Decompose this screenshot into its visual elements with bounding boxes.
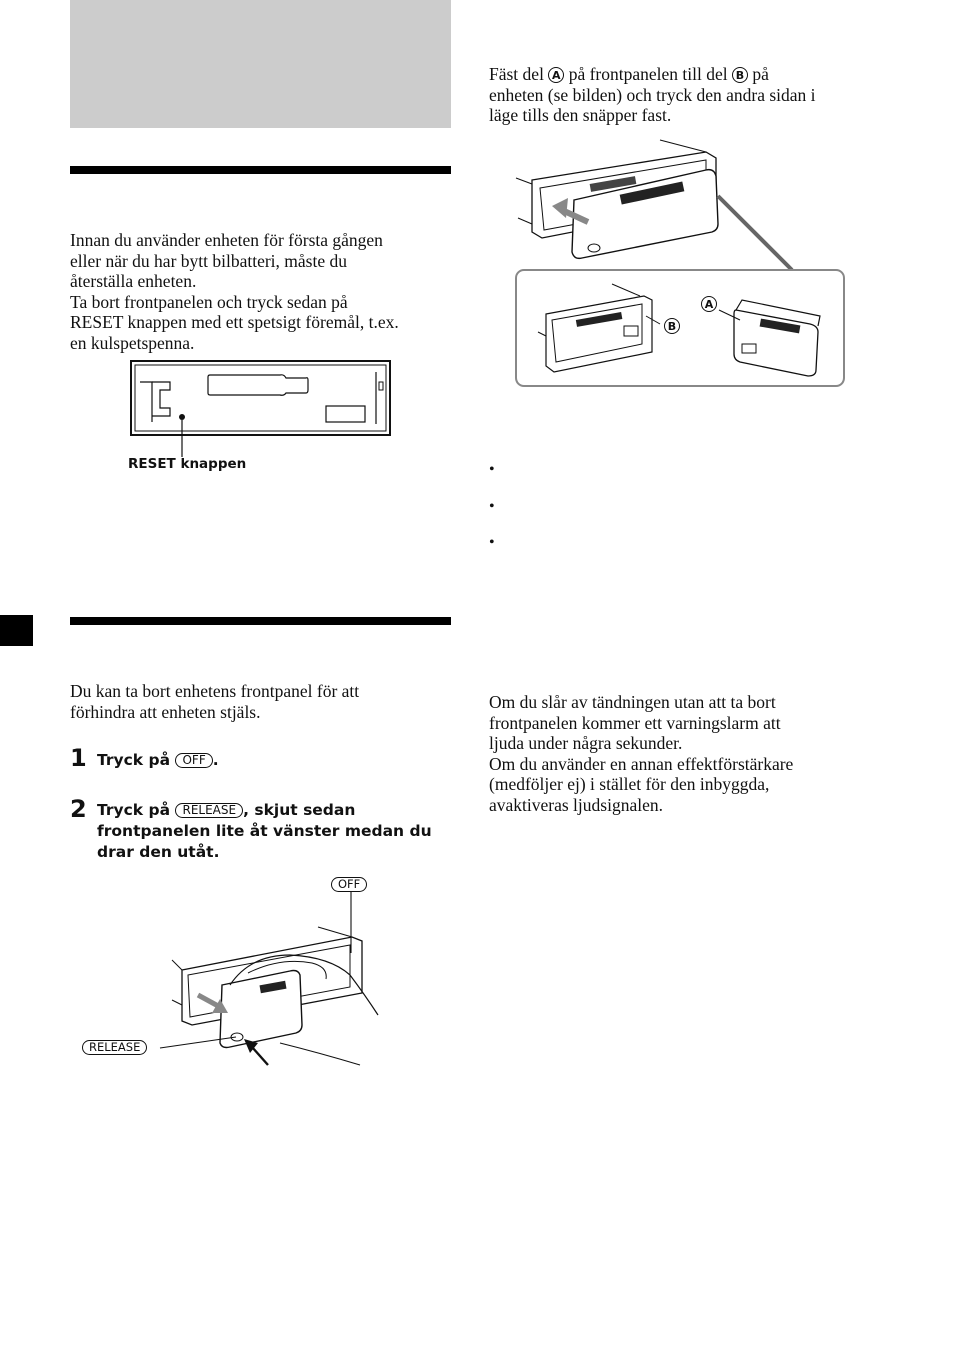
bullet-point: •: [489, 534, 495, 551]
attach-pre: Fäst del: [489, 64, 544, 84]
callout-b-icon: B: [664, 318, 680, 334]
step-2-pre: Tryck på: [97, 801, 171, 819]
alarm-paragraph: [489, 692, 879, 815]
release-button-ref: RELEASE: [175, 803, 243, 818]
step-1-post: .: [212, 751, 219, 769]
alarm-line: avaktiveras ljudsignalen.: [489, 794, 663, 815]
header-gray-block: [70, 0, 451, 128]
side-thumb-tab: [0, 615, 33, 646]
remove-line: förhindra att enheten stjäls.: [70, 701, 261, 722]
reset-line: Ta bort frontpanelen och tryck sedan på: [70, 291, 348, 312]
section-rule-remove: [70, 617, 451, 625]
callout-a-icon: A: [701, 296, 717, 312]
attach-panel-illustration: [510, 140, 850, 390]
release-callout-label: RELEASE: [82, 1040, 147, 1055]
step-1-text: [97, 750, 219, 771]
step-2-text: [97, 800, 457, 863]
step-2-line2: frontpanelen lite åt vänster medan du: [97, 822, 432, 840]
step-2-number: 2: [70, 795, 87, 823]
part-b-symbol: B: [732, 67, 748, 83]
bullet-point: •: [489, 461, 495, 478]
attach-post: på: [752, 64, 769, 84]
reset-line: återställa enheten.: [70, 271, 197, 291]
part-a-symbol: A: [548, 67, 564, 83]
reset-unit-illustration: [130, 360, 392, 438]
attach-mid: på frontpanelen till del: [568, 64, 728, 84]
step-1-pre: Tryck på: [97, 751, 171, 769]
remove-paragraph: [70, 681, 450, 722]
reset-line: Innan du använder enheten för första gången: [70, 230, 383, 250]
step-1-number: 1: [70, 744, 87, 772]
reset-paragraph: [70, 230, 450, 353]
step-2-line3: drar den utåt.: [97, 843, 220, 861]
step-2-post: , skjut sedan: [243, 801, 356, 819]
reset-button-dot: [179, 414, 185, 420]
alarm-line: (medföljer ej) i stället för den inbyggda,: [489, 774, 770, 794]
attach-line: enheten (se bilden) och tryck den andra sidan i: [489, 84, 816, 105]
bullet-point: •: [489, 498, 495, 515]
alarm-line: Om du slår av tändningen utan att ta bort: [489, 692, 776, 712]
alarm-line: ljuda under några sekunder.: [489, 733, 683, 753]
off-button-ref: OFF: [175, 753, 212, 768]
reset-button-label: RESET knappen: [128, 456, 247, 472]
reset-line: eller när du har bytt bilbatteri, måste du: [70, 250, 347, 271]
attach-line: läge tills den snäpper fast.: [489, 105, 672, 125]
section-rule-reset: [70, 166, 451, 174]
alarm-line: frontpanelen kommer ett varningslarm att: [489, 712, 781, 733]
attach-paragraph: [489, 64, 879, 126]
alarm-line: Om du använder en annan effektförstärkare: [489, 753, 794, 774]
remove-line: Du kan ta bort enhetens frontpanel för att: [70, 681, 360, 701]
off-callout-label: OFF: [331, 877, 367, 892]
reset-line: RESET knappen med ett spetsigt föremål, t.ex.: [70, 312, 399, 332]
reset-line: en kulspetspenna.: [70, 332, 195, 353]
